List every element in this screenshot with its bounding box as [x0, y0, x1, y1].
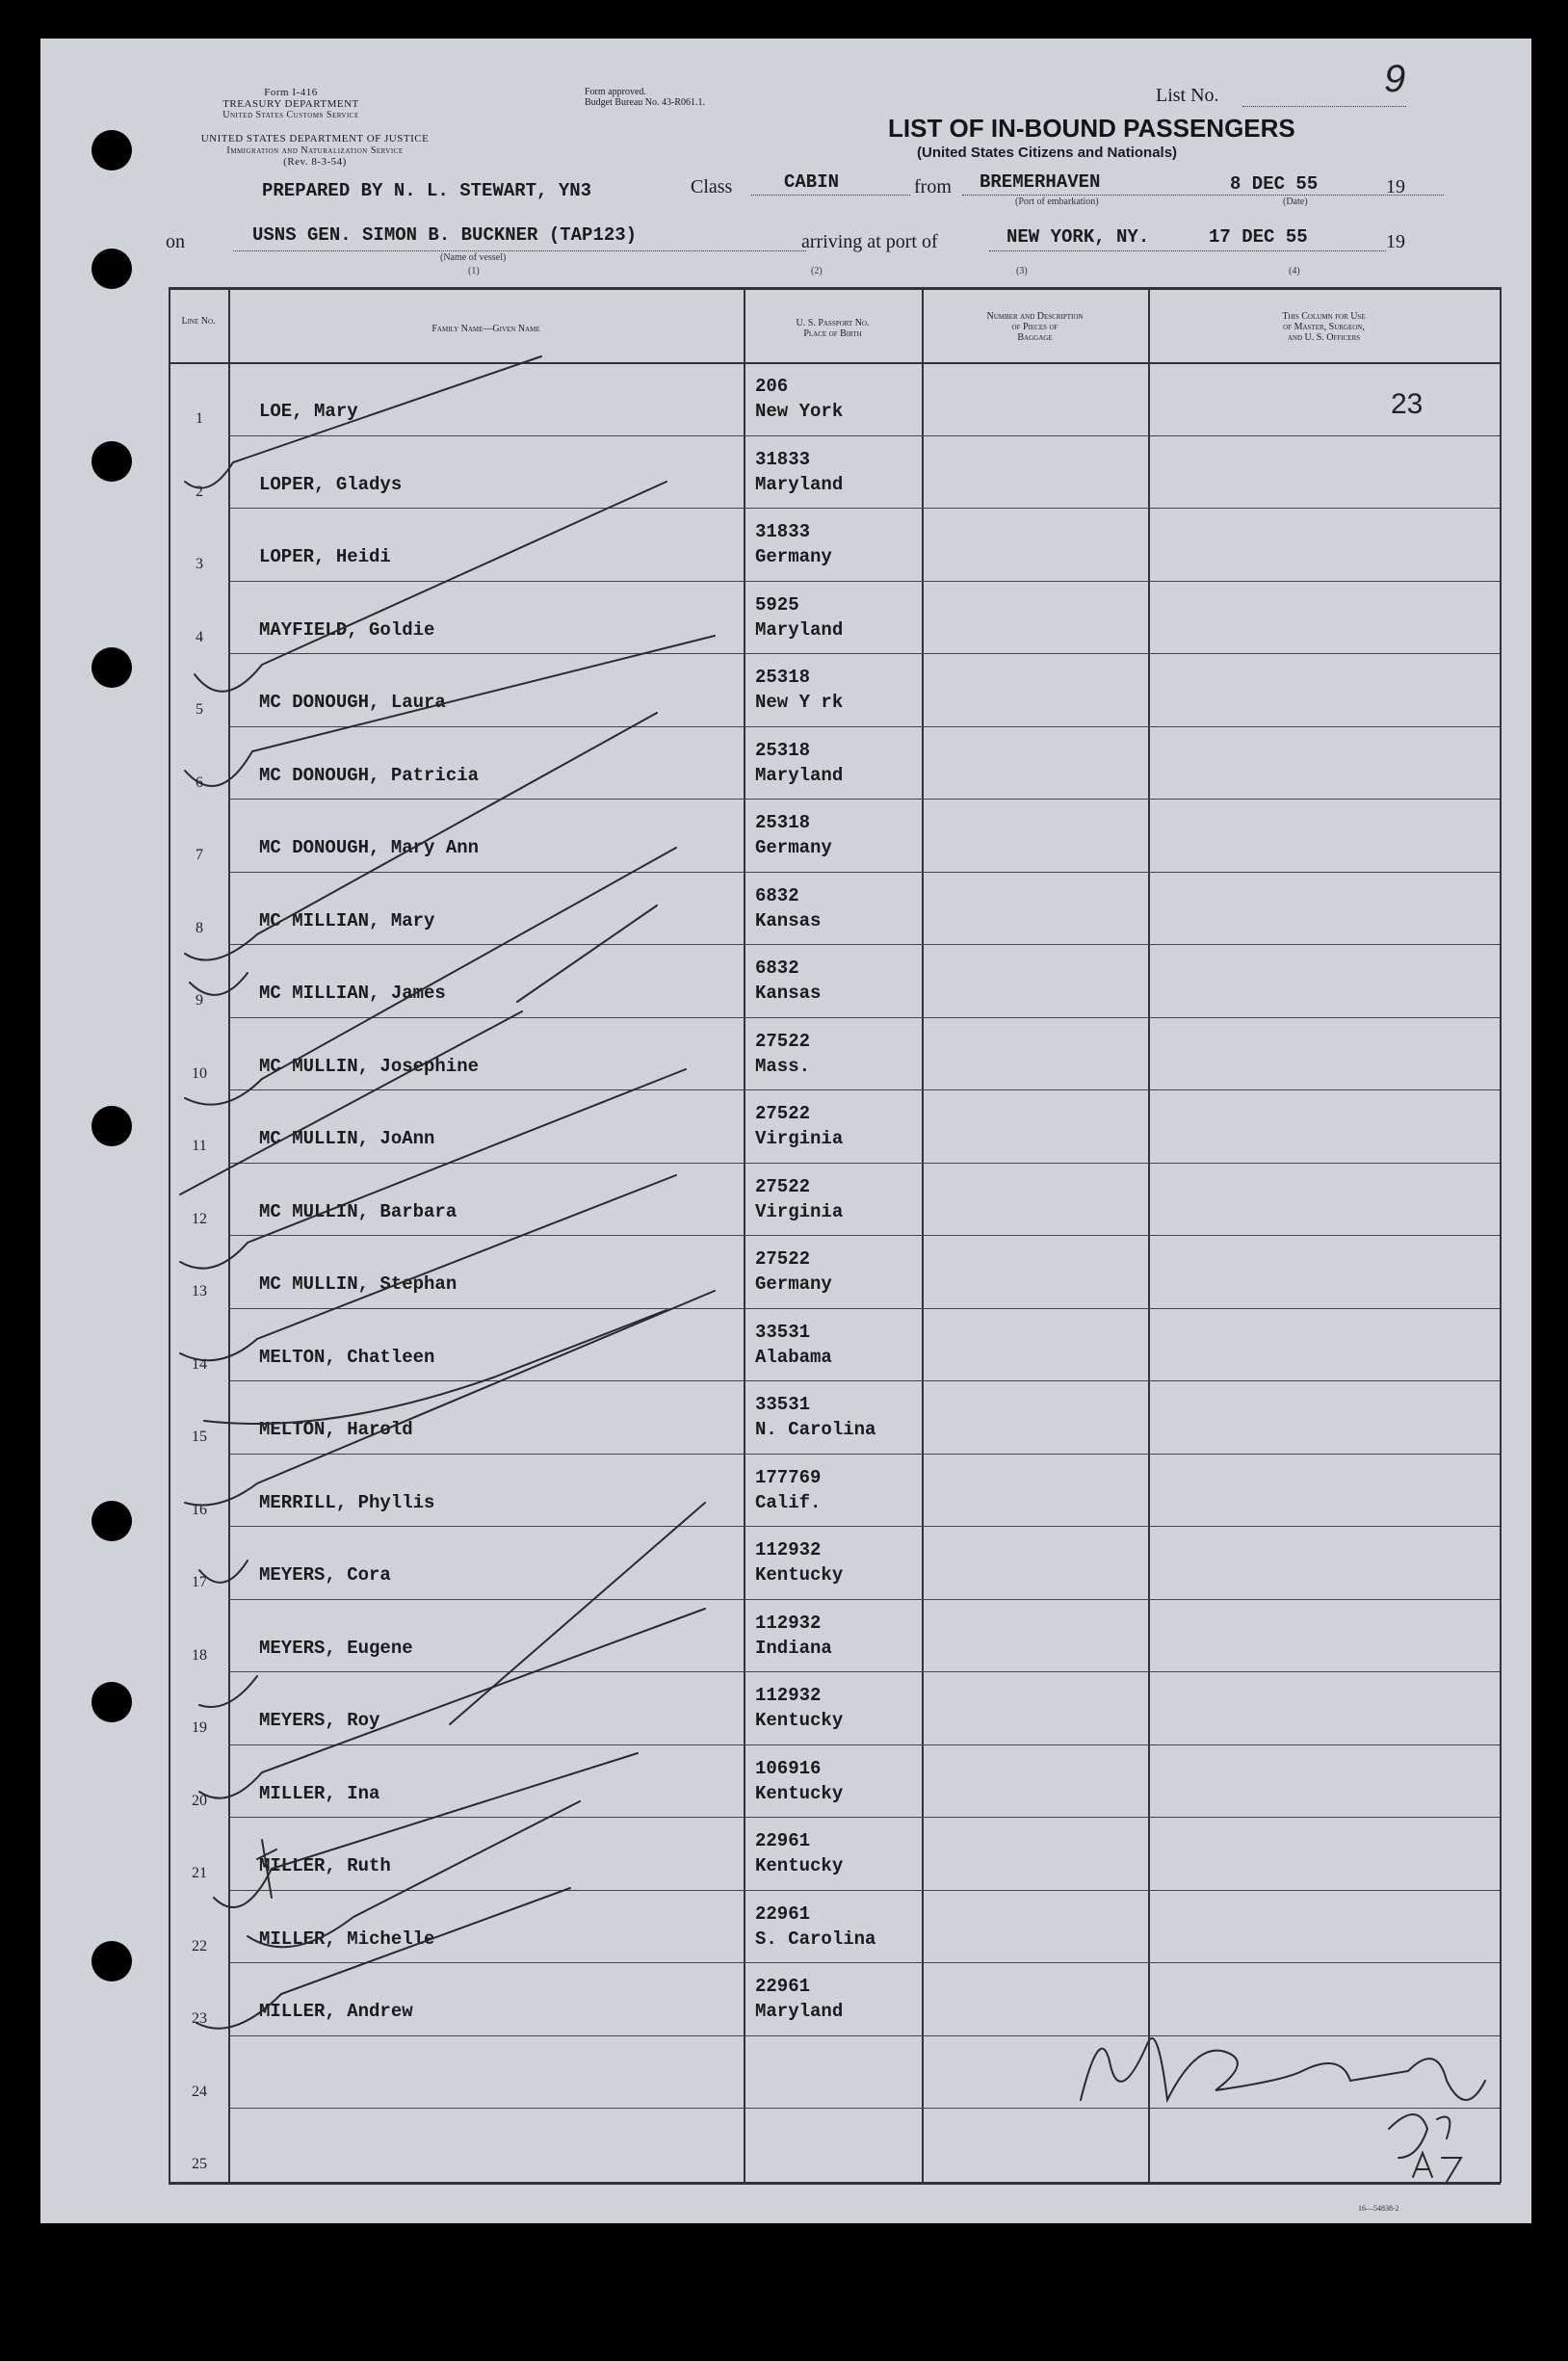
line-number: 13 [192, 1283, 207, 1299]
passenger-name: MEYERS, Eugene [259, 1637, 413, 1659]
from-label: from [914, 176, 952, 197]
passenger-name: MILLER, Ina [259, 1782, 380, 1804]
embarkation-caption: (Port of embarkation) [1015, 197, 1099, 207]
row-rule [228, 872, 1500, 873]
line-number: 17 [192, 1574, 207, 1590]
passport-number: 112932 [755, 1685, 822, 1706]
row-rule [228, 581, 1500, 582]
line-number: 6 [196, 774, 203, 791]
passport-number: 27522 [755, 1030, 811, 1052]
place-of-birth: Mass. [755, 1055, 811, 1077]
line-number: 15 [192, 1429, 207, 1445]
line-number: 10 [192, 1064, 207, 1082]
page-title: LIST OF IN-BOUND PASSENGERS [888, 114, 1295, 143]
place-of-birth: Maryland [755, 764, 844, 786]
row-rule [228, 1817, 1500, 1818]
passport-number: 6832 [755, 884, 799, 906]
arriving-label: arriving at port of [801, 231, 938, 252]
row-rule [228, 1671, 1500, 1672]
on-label: on [166, 231, 185, 252]
passenger-name: MELTON, Chatleen [259, 1346, 435, 1368]
punch-hole [91, 130, 132, 171]
customs-service: United States Customs Service [222, 110, 359, 120]
line-number: 7 [196, 847, 203, 863]
place-of-birth: Maryland [755, 618, 844, 641]
budget-bureau: Budget Bureau No. 43-R061.1. [585, 97, 705, 108]
passenger-name: MILLER, Ruth [259, 1855, 391, 1876]
passenger-name: MILLER, Andrew [259, 2001, 413, 2022]
form-number: Form I-416 [264, 87, 318, 98]
passport-number: 25318 [755, 667, 811, 688]
passenger-name: MC DONOUGH, Mary Ann [259, 837, 480, 858]
arrival-port: NEW YORK, NY. [1006, 226, 1150, 248]
embarkation-port: BREMERHAVEN [980, 171, 1101, 193]
passport-number: 5925 [755, 593, 799, 616]
row-rule [228, 435, 1500, 436]
line-number: 14 [192, 1355, 207, 1373]
row-rule [228, 1163, 1500, 1164]
column-header-officers: This Column for Use [1282, 311, 1366, 322]
line-number: 5 [196, 701, 203, 718]
justice-department: UNITED STATES DEPARTMENT OF JUSTICE [200, 133, 430, 144]
line-number: 23 [192, 2010, 207, 2027]
passenger-name: MC DONOUGH, Laura [259, 692, 446, 713]
row-rule [228, 1599, 1500, 1600]
passport-number: 22961 [755, 1902, 811, 1925]
line-number: 2 [196, 483, 203, 500]
row-rule [228, 726, 1500, 727]
column-header-baggage-2: of Pieces of [1011, 322, 1058, 332]
line-number: 22 [192, 1937, 207, 1954]
prepared-by: PREPARED BY N. L. STEWART, YN3 [262, 180, 592, 201]
row-rule [228, 1308, 1500, 1309]
place-of-birth: S. Carolina [755, 1928, 876, 1950]
place-of-birth: New York [755, 401, 844, 422]
arrival-date: 17 DEC 55 [1209, 226, 1308, 248]
departure-date: 8 DEC 55 [1230, 173, 1319, 195]
caption-2: (2) [811, 266, 823, 276]
place-of-birth: Alabama [755, 1346, 832, 1368]
officer-tally: 23 [1391, 388, 1424, 420]
row-rule [228, 1089, 1500, 1090]
punch-hole [91, 249, 132, 289]
row-rule [228, 1962, 1500, 1963]
line-number: 25 [192, 2156, 207, 2172]
row-rule [228, 1454, 1500, 1455]
place-of-birth: Germany [755, 546, 832, 567]
date-caption: (Date) [1283, 197, 1308, 207]
place-of-birth: Kentucky [755, 1564, 844, 1586]
line-number: 11 [192, 1138, 207, 1154]
place-of-birth: Maryland [755, 2001, 844, 2022]
caption-1: (1) [468, 266, 480, 276]
class-label: Class [691, 176, 733, 197]
passenger-name: MERRILL, Phyllis [259, 1491, 435, 1513]
place-of-birth: N. Carolina [755, 1419, 876, 1440]
passport-number: 25318 [755, 739, 811, 761]
passport-number: 27522 [755, 1103, 811, 1124]
passport-number: 112932 [755, 1539, 822, 1561]
column-header-officers-3: and U. S. Officers [1287, 332, 1361, 343]
column-header-baggage-3: Baggage [1017, 332, 1053, 343]
passport-number: 25318 [755, 812, 811, 833]
row-rule [228, 1890, 1500, 1891]
column-header-birthplace: Place of Birth [803, 328, 862, 339]
place-of-birth: Kentucky [755, 1855, 844, 1876]
row-rule [228, 2035, 1500, 2036]
row-rule [228, 1235, 1500, 1236]
vessel-name: USNS GEN. SIMON B. BUCKNER (TAP123) [252, 224, 638, 246]
row-rule [228, 2108, 1500, 2109]
passport-number: 177769 [755, 1466, 822, 1488]
row-rule [228, 508, 1500, 509]
line-number: 16 [192, 1501, 207, 1518]
passport-number: 33531 [755, 1394, 811, 1415]
passenger-name: LOE, Mary [259, 401, 358, 422]
place-of-birth: Kansas [755, 983, 822, 1004]
manifest-sheet [40, 39, 1531, 2223]
place-of-birth: Calif. [755, 1491, 822, 1513]
passenger-name: MC MULLIN, Stephan [259, 1273, 457, 1295]
passenger-name: LOPER, Gladys [259, 473, 403, 495]
passenger-name: LOPER, Heidi [259, 546, 391, 567]
passenger-name: MC MILLIAN, James [259, 983, 446, 1004]
place-of-birth: Kansas [755, 909, 822, 931]
page-subtitle: (United States Citizens and Nationals) [917, 144, 1178, 161]
place-of-birth: Virginia [755, 1200, 844, 1222]
place-of-birth: Virginia [755, 1128, 844, 1149]
revision-date: (Rev. 8-3-54) [283, 156, 347, 168]
line-number: 4 [196, 628, 203, 645]
printer-code: 16—54838-2 [1358, 2204, 1399, 2213]
column-header-line-no: Line No. [181, 316, 216, 327]
column-header-officers-2: of Master, Surgeon, [1283, 322, 1365, 332]
line-number: 18 [192, 1646, 207, 1664]
place-of-birth: Indiana [755, 1637, 832, 1659]
punch-hole [91, 1106, 132, 1146]
place-of-birth: New Y rk [755, 692, 844, 713]
line-number: 9 [196, 992, 203, 1009]
punch-hole [91, 647, 132, 688]
line-number: 19 [192, 1719, 207, 1736]
passenger-name: MC MULLIN, Josephine [259, 1055, 480, 1077]
place-of-birth: Germany [755, 837, 832, 858]
place-of-birth: Maryland [755, 473, 844, 495]
line-number: 8 [196, 919, 203, 936]
passport-number: 6832 [755, 958, 799, 979]
place-of-birth: Kentucky [755, 1782, 844, 1804]
passport-number: 22961 [755, 1976, 811, 1997]
row-rule [228, 653, 1500, 654]
class-value: CABIN [784, 171, 840, 193]
punch-hole [91, 441, 132, 482]
passenger-name: MC MULLIN, Barbara [259, 1200, 457, 1222]
passenger-name: MC MILLIAN, Mary [259, 909, 435, 931]
passport-number: 106916 [755, 1757, 822, 1779]
punch-hole [91, 1941, 132, 1981]
line-number: 24 [192, 2083, 207, 2100]
column-header-baggage: Number and Description [986, 311, 1084, 322]
column-header-passport: U. S. Passport No. [796, 318, 870, 328]
list-number-label: List No. [1156, 85, 1219, 106]
column-header-name: Family Name—Given Name [431, 324, 540, 334]
passport-number: 31833 [755, 448, 811, 470]
immigration-service: Immigration and Naturalization Service [226, 145, 404, 156]
passport-number: 27522 [755, 1175, 811, 1197]
form-approved: Form approved. [585, 87, 646, 97]
year-prefix: 19 [1386, 176, 1405, 197]
line-number: 12 [192, 1210, 207, 1227]
caption-3: (3) [1016, 266, 1028, 276]
punch-hole [91, 1501, 132, 1541]
passenger-name: MEYERS, Cora [259, 1564, 391, 1586]
row-rule [228, 799, 1500, 800]
passport-number: 27522 [755, 1248, 811, 1270]
line-number: 1 [196, 410, 203, 427]
passport-number: 22961 [755, 1830, 811, 1851]
treasury-department: TREASURY DEPARTMENT [222, 98, 359, 110]
passenger-name: MC MULLIN, JoAnn [259, 1128, 435, 1149]
punch-hole [91, 1682, 132, 1722]
list-number-value: 9 [1384, 58, 1406, 100]
line-number: 20 [192, 1792, 207, 1809]
row-rule [228, 1526, 1500, 1527]
row-rule [228, 944, 1500, 945]
line-number: 21 [192, 1865, 207, 1881]
passenger-name: MAYFIELD, Goldie [259, 618, 435, 641]
passenger-name: MEYERS, Roy [259, 1710, 380, 1731]
place-of-birth: Germany [755, 1273, 832, 1295]
caption-4: (4) [1289, 266, 1300, 276]
vessel-caption: (Name of vessel) [440, 252, 507, 263]
passenger-name: MC DONOUGH, Patricia [259, 764, 480, 786]
passport-number: 33531 [755, 1321, 811, 1343]
line-number: 3 [196, 556, 203, 572]
place-of-birth: Kentucky [755, 1710, 844, 1731]
passport-number: 112932 [755, 1612, 822, 1634]
row-rule [228, 1380, 1500, 1381]
passenger-name: MELTON, Harold [259, 1419, 413, 1440]
passenger-name: MILLER, Michelle [259, 1928, 435, 1950]
year-prefix-2: 19 [1386, 231, 1405, 252]
passport-number: 31833 [755, 521, 811, 542]
row-rule [228, 1017, 1500, 1018]
passport-number: 206 [755, 376, 789, 397]
